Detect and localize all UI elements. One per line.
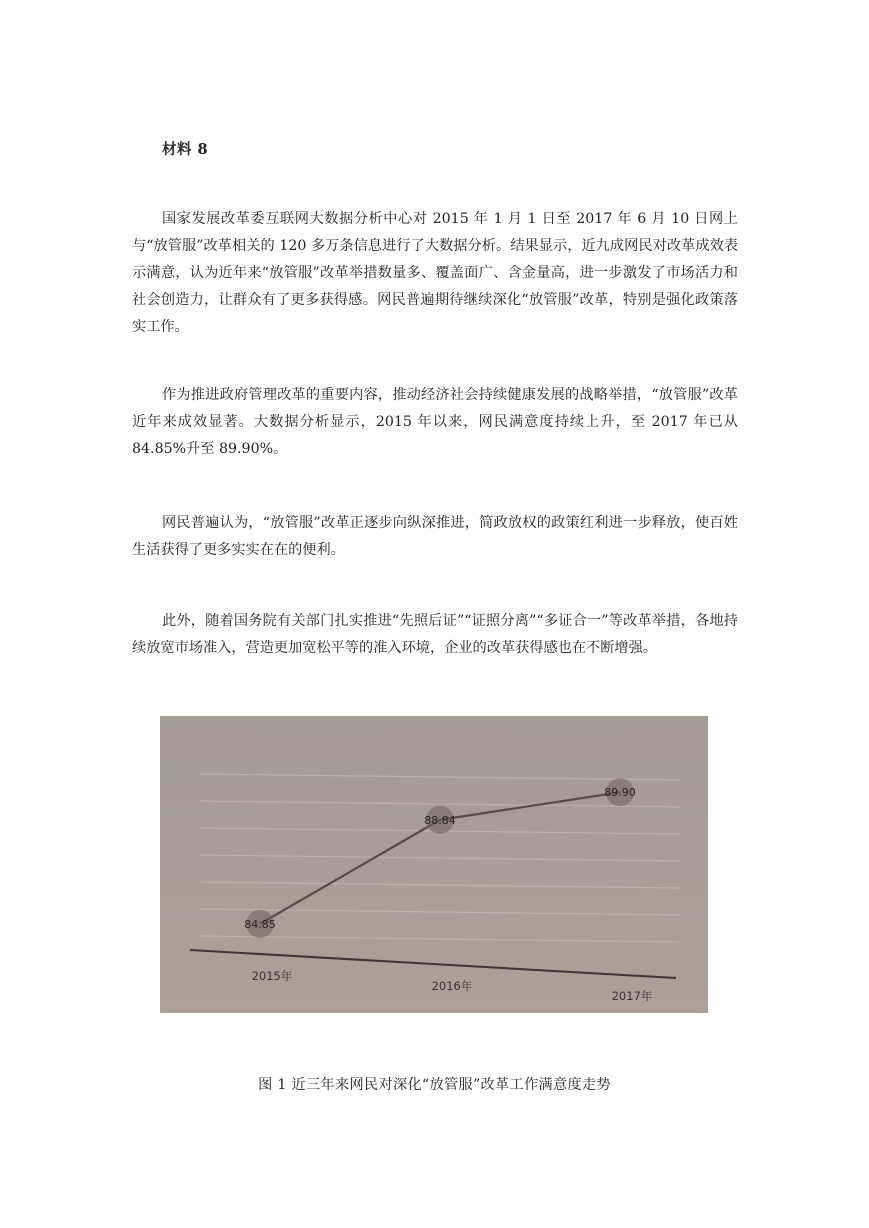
satisfaction-chart-photo: [160, 716, 708, 1013]
data-label: 84.85: [244, 917, 276, 931]
gridline: [200, 909, 680, 915]
paragraph-1: 国家发展改革委互联网大数据分析中心对 2015 年 1 月 1 日至 2017 年 6 月 10 日网上与“放管服”改革相关的 120 多万条信息进行了大数据分析。结果显示，近九成网民对改革成效表示满意，认为近年来“放管服”改革举措数量多、覆盖面广、含金量高，进一步激发了市场活力和社会创造力，让群众有了更多获得感。网民普遍期待继续深化“放管服”改革，特别是强化政策落实工作。: [132, 211, 738, 335]
paragraph-3: 网民普遍认为，“放管服”改革正逐步向纵深推进，简政放权的政策红利进一步释放，使百姓生活获得了更多实实在在的便利。: [132, 515, 738, 558]
x-tick-label: 2015年: [251, 969, 293, 983]
gridline: [200, 882, 680, 888]
gridline: [200, 855, 680, 861]
figure-caption: 图 1 近三年来网民对深化“放管服”改革工作满意度走势: [258, 1077, 611, 1093]
data-label: 88.84: [424, 813, 456, 827]
material-title: 材料 8: [162, 141, 209, 158]
paragraph-4: 此外，随着国务院有关部门扎实推进“先照后证”“证照分离”“多证合一”等改革举措，各地持续放宽市场准入，营造更加宽松平等的准入环境，企业的改革获得感也在不断增强。: [132, 613, 738, 656]
x-tick-label: 2016年: [431, 979, 473, 993]
paragraph-2: 作为推进政府管理改革的重要内容，推动经济社会持续健康发展的战略举措，“放管服”改革近年来成效显著。大数据分析显示，2015 年以来，网民满意度持续上升，至 2017 年已从 84.85%升至 89.90%。: [132, 387, 738, 457]
x-tick-label: 2017年: [611, 989, 653, 1003]
data-label: 89.90: [604, 786, 636, 800]
gridline: [200, 774, 680, 780]
satisfaction-line-chart: [160, 716, 708, 1013]
gridline: [200, 936, 680, 942]
